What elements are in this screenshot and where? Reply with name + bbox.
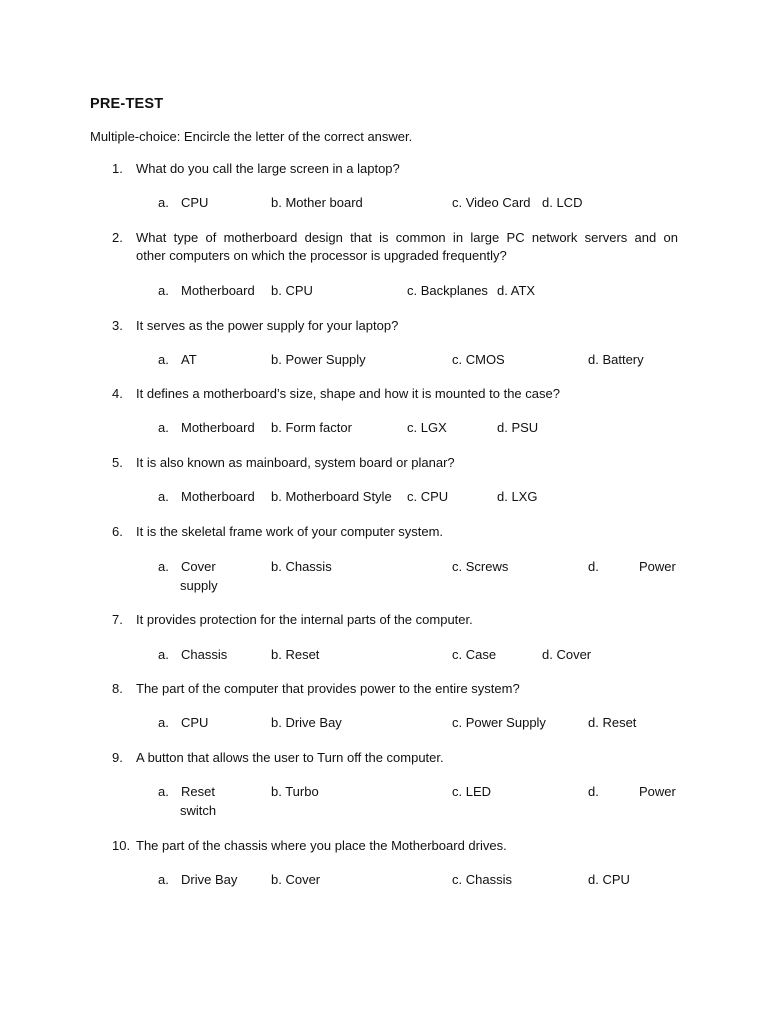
option-d[interactable]: d. PSU — [497, 420, 539, 435]
question-text: The part of the computer that provides power to the entire system? — [136, 681, 520, 696]
option-d-text[interactable]: Power — [639, 559, 676, 574]
question-text: It is also known as mainboard, system board or planar? — [136, 455, 455, 470]
option-letter-a[interactable]: a. — [158, 715, 169, 730]
options-3 — [158, 351, 678, 371]
options-9 — [158, 783, 678, 803]
option-letter-a[interactable]: a. — [158, 420, 169, 435]
option-a[interactable]: Motherboard — [181, 420, 255, 435]
option-letter-a[interactable]: a. — [158, 784, 169, 799]
option-c[interactable]: c. Power Supply — [452, 715, 546, 730]
question-number: 7. — [112, 612, 123, 627]
option-a-wrapped-text: switch — [180, 803, 217, 818]
option-a[interactable]: Chassis — [181, 647, 228, 662]
option-c[interactable]: c. CPU — [407, 489, 449, 504]
question-number: 4. — [112, 386, 123, 401]
option-c[interactable]: c. Video Card — [452, 195, 531, 210]
option-c[interactable]: c. CMOS — [452, 352, 505, 367]
options-8 — [158, 714, 678, 734]
page-title: PRE-TEST — [90, 96, 164, 112]
question-text: It defines a motherboard’s size, shape and how it is mounted to the case? — [136, 386, 560, 401]
question-text: A button that allows the user to Turn off the computer. — [136, 750, 444, 765]
option-letter-a[interactable]: a. — [158, 647, 169, 662]
question-text-line-1: What type of motherboard design that is common in large PC network servers and on — [136, 230, 678, 245]
option-a[interactable]: CPU — [181, 195, 209, 210]
option-b[interactable]: b. Drive Bay — [271, 715, 342, 730]
option-a[interactable]: AT — [181, 352, 197, 367]
question-number: 3. — [112, 318, 123, 333]
option-letter-a[interactable]: a. — [158, 352, 169, 367]
option-c[interactable]: c. Chassis — [452, 872, 512, 887]
question-number: 1. — [112, 161, 123, 176]
question-number: 10. — [112, 838, 131, 853]
question-text: It is the skeletal frame work of your computer system. — [136, 524, 444, 539]
option-a[interactable]: CPU — [181, 715, 209, 730]
option-b[interactable]: b. Cover — [271, 872, 321, 887]
question-number: 2. — [112, 230, 123, 245]
option-letter-a[interactable]: a. — [158, 195, 169, 210]
question-text-line-2: other computers on which the processor is upgraded frequently? — [136, 248, 507, 263]
question-number: 5. — [112, 455, 123, 470]
option-a[interactable]: Reset — [181, 784, 215, 799]
question-number: 9. — [112, 750, 123, 765]
instructions: Multiple-choice: Encircle the letter of the correct answer. — [90, 129, 413, 144]
option-letter-a[interactable]: a. — [158, 489, 169, 504]
option-c[interactable]: c. Screws — [452, 559, 509, 574]
option-b[interactable]: b. Turbo — [271, 784, 319, 799]
option-d[interactable]: d. — [588, 784, 599, 799]
options-4 — [158, 419, 678, 439]
option-d[interactable]: d. — [588, 559, 599, 574]
question-text: It serves as the power supply for your laptop? — [136, 318, 399, 333]
option-a[interactable]: Drive Bay — [181, 872, 238, 887]
option-c[interactable]: c. Backplanes — [407, 283, 488, 298]
option-c[interactable]: c. LED — [452, 784, 492, 799]
option-c[interactable]: c. Case — [452, 647, 497, 662]
question-number: 8. — [112, 681, 123, 696]
option-d[interactable]: d. Battery — [588, 352, 644, 367]
question-text: The part of the chassis where you place the Motherboard drives. — [136, 838, 507, 853]
question-number: 6. — [112, 524, 123, 539]
option-d[interactable]: d. LCD — [542, 195, 583, 210]
option-b[interactable]: b. Chassis — [271, 559, 332, 574]
option-b[interactable]: b. Power Supply — [271, 352, 366, 367]
option-letter-a[interactable]: a. — [158, 872, 169, 887]
option-b[interactable]: b. CPU — [271, 283, 313, 298]
option-d-text[interactable]: Power — [639, 784, 676, 799]
option-d[interactable]: d. LXG — [497, 489, 538, 504]
option-letter-a[interactable]: a. — [158, 283, 169, 298]
option-b[interactable]: b. Form factor — [271, 420, 352, 435]
option-d[interactable]: d. ATX — [497, 283, 536, 298]
option-d[interactable]: d. Reset — [588, 715, 637, 730]
options-1 — [158, 194, 678, 214]
question-text: What do you call the large screen in a laptop? — [136, 161, 400, 176]
option-c[interactable]: c. LGX — [407, 420, 447, 435]
option-letter-a[interactable]: a. — [158, 559, 169, 574]
option-a[interactable]: Motherboard — [181, 489, 255, 504]
option-a-wrapped-text: supply — [180, 578, 218, 593]
options-7 — [158, 646, 678, 666]
option-b[interactable]: b. Reset — [271, 647, 320, 662]
options-5 — [158, 488, 678, 508]
option-d[interactable]: d. CPU — [588, 872, 630, 887]
option-a[interactable]: Motherboard — [181, 283, 255, 298]
option-d[interactable]: d. Cover — [542, 647, 592, 662]
option-a[interactable]: Cover — [181, 559, 216, 574]
option-b[interactable]: b. Mother board — [271, 195, 363, 210]
option-b[interactable]: b. Motherboard Style — [271, 489, 392, 504]
options-6 — [158, 558, 678, 578]
options-10 — [158, 871, 678, 891]
options-2 — [158, 282, 678, 302]
question-text: It provides protection for the internal parts of the computer. — [136, 612, 473, 627]
